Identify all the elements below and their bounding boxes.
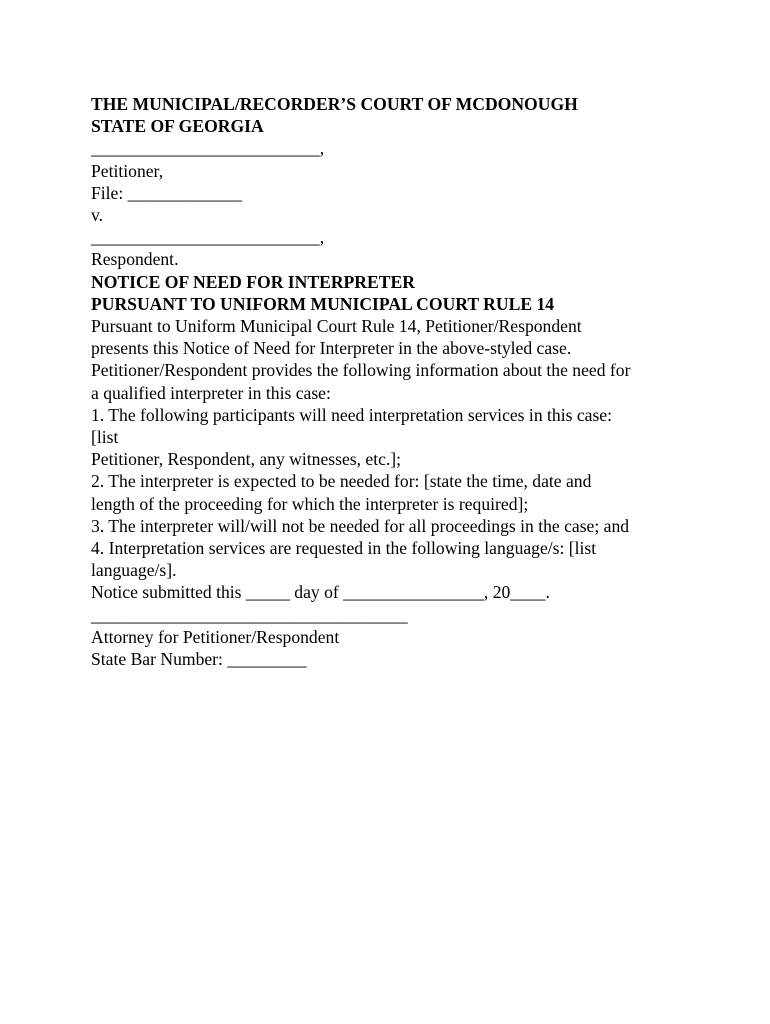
body-line: 3. The interpreter will/will not be needed for all proceedings in the case; and — [91, 515, 630, 536]
file-number-line: File: _____________ — [91, 182, 243, 203]
signature-line: ____________________________________ — [91, 604, 408, 625]
body-line: 1. The following participants will need interpretation services in this case: — [91, 404, 612, 425]
body-line: a qualified interpreter in this case: — [91, 382, 331, 403]
body-line: 2. The interpreter is expected to be needed for: [state the time, date and — [91, 471, 592, 492]
body-line: language/s]. — [91, 560, 177, 581]
signature-label: Attorney for Petitioner/Respondent — [91, 626, 340, 647]
petitioner-label: Petitioner, — [91, 160, 164, 181]
court-notice-document — [91, 93, 731, 670]
state-bar-number-line: State Bar Number: _________ — [91, 649, 307, 670]
body-line: Petitioner, Respondent, any witnesses, etc.]; — [91, 449, 402, 470]
notice-subtitle: PURSUANT TO UNIFORM MUNICIPAL COURT RULE 14 — [91, 293, 555, 314]
court-title: THE MUNICIPAL/RECORDER’S COURT OF MCDONOUGH — [91, 94, 578, 114]
notice-title: NOTICE OF NEED FOR INTERPRETER — [91, 271, 415, 292]
state-line: STATE OF GEORGIA — [91, 116, 264, 137]
petitioner-blank-line: __________________________, — [91, 138, 325, 159]
respondent-blank-line: __________________________, — [91, 227, 325, 248]
body-line: presents this Notice of Need for Interpreter in the above-styled case. — [91, 338, 572, 359]
respondent-label: Respondent. — [91, 249, 179, 270]
notice-submitted-line: Notice submitted this _____ day of ________________, 20____. — [91, 582, 550, 603]
body-line: Pursuant to Uniform Municipal Court Rule 14, Petitioner/Respondent — [91, 316, 582, 337]
body-line: Petitioner/Respondent provides the following information about the need for — [91, 360, 631, 381]
body-line: length of the proceeding for which the interpreter is required]; — [91, 493, 529, 514]
body-line: 4. Interpretation services are requested in the following language/s: [list — [91, 538, 597, 559]
body-line: [list — [91, 427, 119, 448]
versus-label: v. — [91, 205, 104, 226]
